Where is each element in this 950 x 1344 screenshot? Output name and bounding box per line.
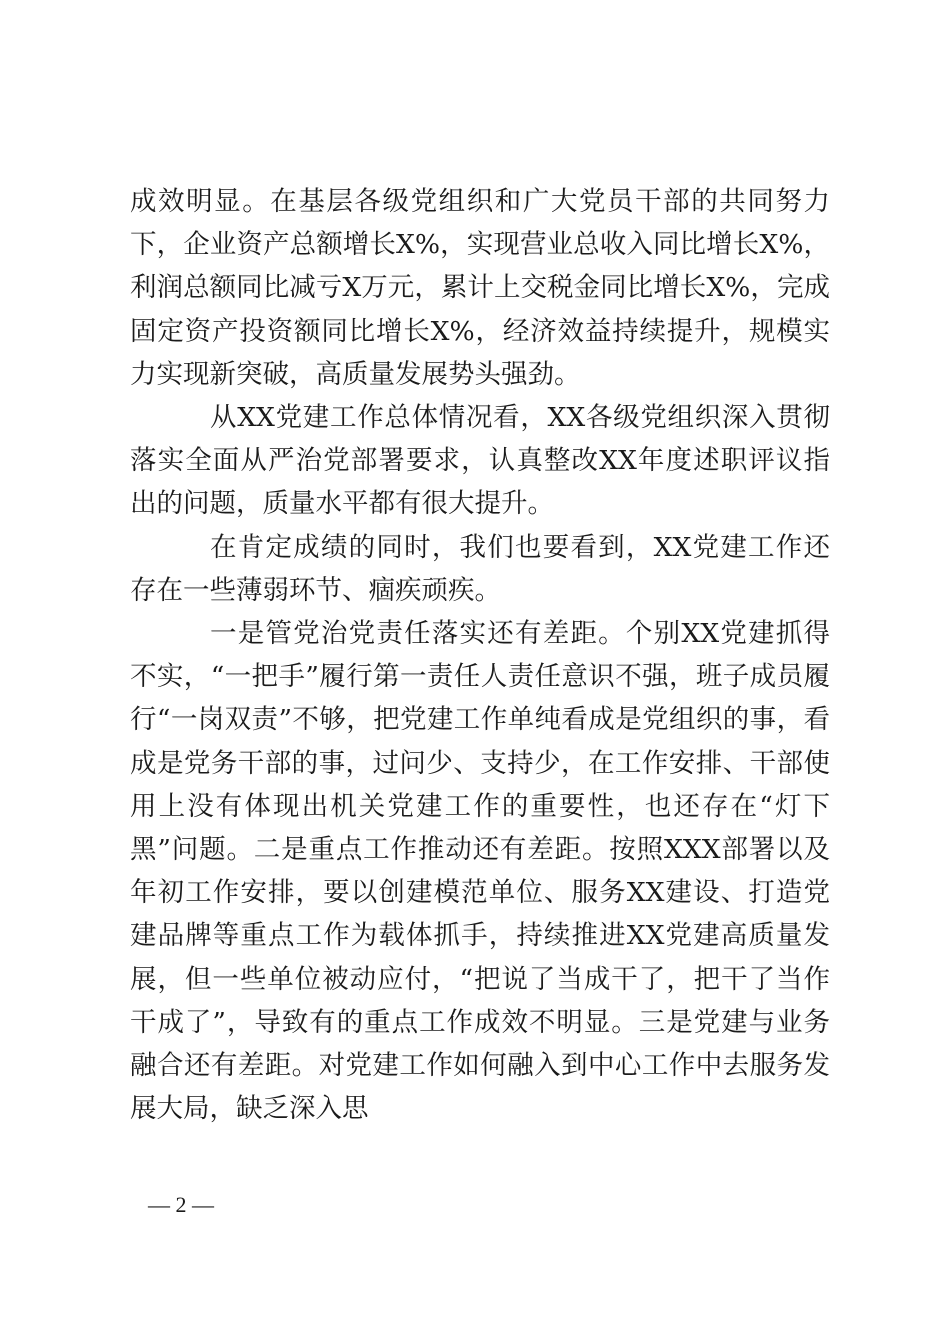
paragraph: 一是管党治党责任落实还有差距。个别XX党建抓得不实，“一把手”履行第一责任人责任意识不强，班子成员履行“一岗双责”不够，把党建工作单纯看成是党组织的事，看成是党务干部的事，过问少、支持少，在工作安排、干部使用上没有体现出机关党建工作的重要性，也还存在“灯下黑”问题。二是重点工作推动还有差距。按照XXX部署以及年初工作安排，要以创建模范单位、服务XX建设、打造党建品牌等重点工作为载体抓手，持续推进XX党建高质量发展，但一些单位被动应付，“把说了当成干了，把干了当作干成了”，导致有的重点工作成效不明显。三是党建与业务融合还有差距。对党建工作如何融入到中心工作中去服务发展大局，缺乏深入思 [130, 618, 830, 1125]
paragraph: 从XX党建工作总体情况看，XX各级党组织深入贯彻落实全面从严治党部署要求，认真整改XX年度述职评议指出的问题，质量水平都有很大提升。 [130, 402, 830, 520]
paragraph: 在肯定成绩的同时，我们也要看到，XX党建工作还存在一些薄弱环节、痼疾顽疾。 [130, 531, 830, 606]
paragraph: 成效明显。在基层各级党组织和广大党员干部的共同努力下，企业资产总额增长X%，实现营业总收入同比增长X%，利润总额同比减亏X万元，累计上交税金同比增长X%，完成固定资产投资额同比增长X%，经济效益持续提升，规模实力实现新突破，高质量发展势头强劲。 [130, 186, 830, 390]
body-text [130, 180, 830, 1130]
page-number: — 2 — [148, 1192, 214, 1217]
